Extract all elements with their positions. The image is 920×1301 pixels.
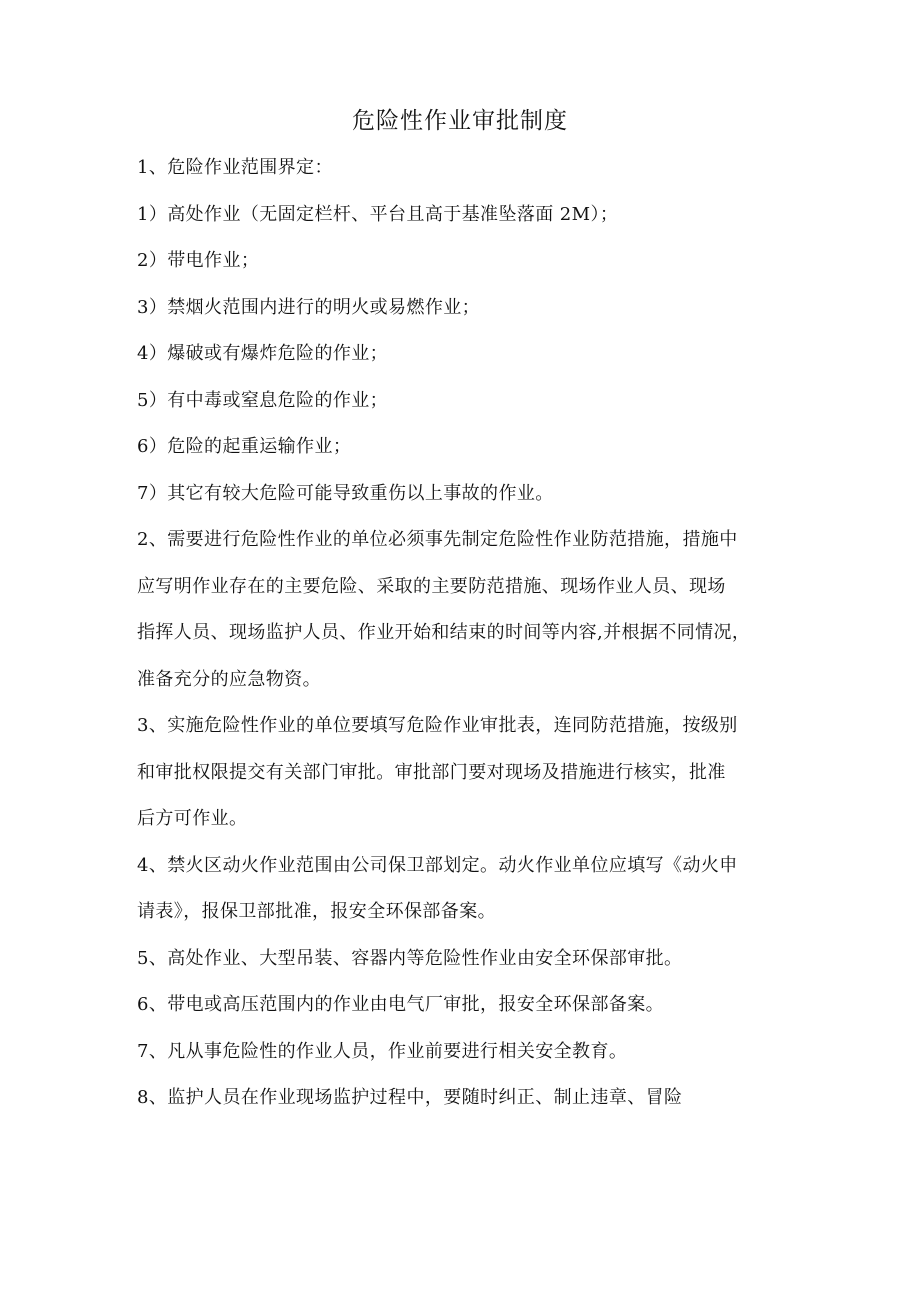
text-line: 请表》，报保卫部批准，报安全环保部备案。	[137, 901, 496, 922]
text-line: 6、带电或高压范围内的作业由电气厂审批，报安全环保部备案。	[137, 994, 665, 1015]
document-title: 危险性作业审批制度	[352, 108, 568, 134]
text-line: 7）其它有较大危险可能导致重伤以上事故的作业。	[137, 482, 554, 504]
text-line: 5、高处作业、大型吊装、容器内等危险性作业由安全环保部审批。	[137, 947, 683, 969]
text-line: 6）危险的起重运输作业；	[137, 436, 352, 457]
text-line: 和审批权限提交有关部门审批。审批部门要对现场及措施进行核实，批准	[137, 761, 726, 783]
text-line: 8、监护人员在作业现场监护过程中，要随时纠正、制止违章、冒险	[137, 1087, 683, 1108]
paragraph-8-supervision	[137, 1075, 787, 1122]
text-line: 7、凡从事危险性的作业人员，作业前要进行相关安全教育。	[137, 1040, 628, 1062]
scope-item-6	[137, 424, 787, 471]
paragraph-7-training	[137, 1029, 787, 1076]
scope-item-7	[137, 471, 787, 518]
text-line: 1、危险作业范围界定：	[137, 157, 333, 178]
paragraph-4-fire-zone	[137, 843, 787, 936]
scope-item-3	[137, 285, 787, 332]
scope-item-5	[137, 378, 787, 425]
text-line: 3、实施危险性作业的单位要填写危险作业审批表，连同防范措施，按级别	[137, 715, 738, 736]
text-line: 2、需要进行危险性作业的单位必须事先制定危险性作业防范措施，措施中	[137, 529, 738, 550]
document-body	[137, 145, 787, 1122]
text-line: 1）高处作业（无固定栏杆、平台且高于基准坠落面 2M）；	[137, 203, 619, 225]
text-line: 5）有中毒或窒息危险的作业；	[137, 389, 389, 411]
paragraph-5-high-work	[137, 936, 787, 983]
text-line: 4）爆破或有爆炸危险的作业；	[137, 343, 389, 364]
scope-item-2	[137, 238, 787, 285]
paragraph-1-scope	[137, 145, 787, 192]
text-line: 准备充分的应急物资。	[137, 668, 321, 690]
scope-item-1	[137, 192, 787, 239]
scope-item-4	[137, 331, 787, 378]
text-line: 3）禁烟火范围内进行的明火或易燃作业；	[137, 296, 481, 318]
paragraph-2-measures	[137, 517, 787, 703]
text-line: 后方可作业。	[137, 808, 248, 829]
paragraph-3-approval	[137, 703, 787, 843]
text-line: 应写明作业存在的主要危险、采取的主要防范措施、现场作业人员、现场	[137, 575, 726, 597]
text-line: 指挥人员、现场监护人员、作业开始和结束的时间等内容,并根据不同情况，	[137, 622, 751, 643]
text-line: 4、禁火区动火作业范围由公司保卫部划定。动火作业单位应填写《动火申	[137, 854, 738, 876]
paragraph-6-electrical	[137, 982, 787, 1029]
text-line: 2）带电作业；	[137, 250, 260, 271]
